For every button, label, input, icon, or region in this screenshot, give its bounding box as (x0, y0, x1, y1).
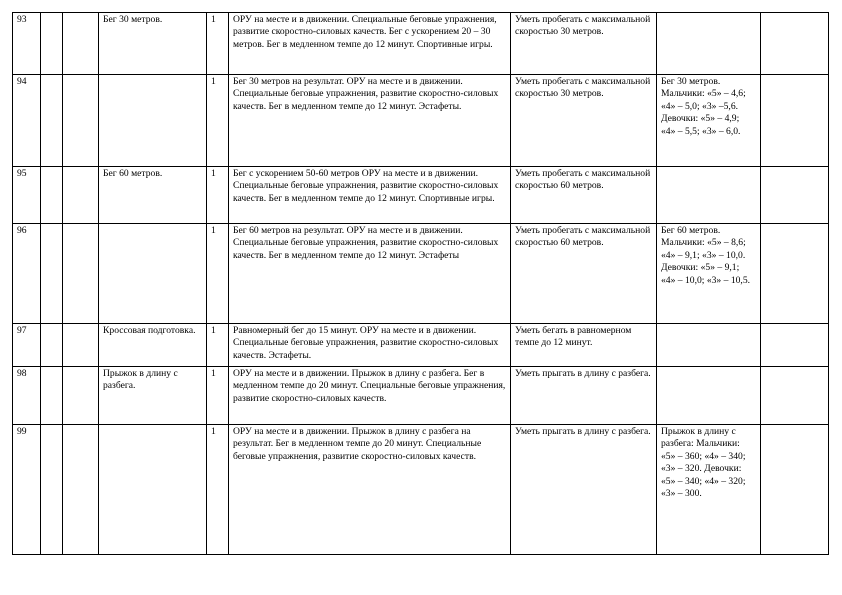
empty-cell (41, 75, 63, 167)
lesson-norms (657, 324, 761, 367)
lesson-hours: 1 (207, 324, 229, 367)
lesson-number: 98 (13, 367, 41, 425)
lesson-hours: 1 (207, 13, 229, 75)
lesson-hours: 1 (207, 167, 229, 224)
lesson-number: 99 (13, 425, 41, 555)
lesson-content: Бег 60 метров на результат. ОРУ на месте и в движении. Специальные беговые упражнения, развитие скоростно-силовых качеств. Бег в медленном темпе до 12 минут. Эстафеты (229, 224, 511, 324)
empty-cell (41, 367, 63, 425)
lesson-requirement: Уметь пробегать с максимальной скоростью 30 метров. (511, 75, 657, 167)
lesson-topic: Бег 30 метров. (99, 13, 207, 75)
empty-cell (63, 75, 99, 167)
lesson-content: ОРУ на месте и в движении. Прыжок в длину с разбега. Бег в медленном темпе до 20 минут. Специальные беговые упражнения, развитие скоростно-силовых качеств. (229, 367, 511, 425)
lesson-content: ОРУ на месте и в движении. Прыжок в длину с разбега на результат. Бег в медленном темпе до 20 минут. Специальные беговые упражнения, развитие скоростно-силовых качеств. (229, 425, 511, 555)
empty-cell (761, 224, 829, 324)
lesson-content: Бег 30 метров на результат. ОРУ на месте и в движении. Специальные беговые упражнения, развитие скоростно-силовых качеств. Бег в медленном темпе до 12 минут. Эстафеты. (229, 75, 511, 167)
empty-cell (63, 167, 99, 224)
lesson-plan-table (12, 12, 829, 555)
lesson-requirement: Уметь пробегать с максимальной скоростью 30 метров. (511, 13, 657, 75)
lesson-norms: Бег 60 метров. Мальчики: «5» – 8,6; «4» – 9,1; «3» – 10,0. Девочки: «5» – 9,1; «4» – 10,0; «3» – 10,5. (657, 224, 761, 324)
empty-cell (41, 425, 63, 555)
lesson-hours: 1 (207, 75, 229, 167)
table-row (13, 167, 829, 224)
lesson-topic: Бег 60 метров. (99, 167, 207, 224)
lesson-topic (99, 425, 207, 555)
lesson-content: Бег с ускорением 50-60 метров ОРУ на месте и в движении. Специальные беговые упражнения, развитие скоростно-силовых качеств. Бег в медленном темпе до 12 минут. Спортивные игры. (229, 167, 511, 224)
lesson-requirement: Уметь бегать в равномерном темпе до 12 минут. (511, 324, 657, 367)
lesson-norms (657, 13, 761, 75)
lesson-topic (99, 224, 207, 324)
lesson-number: 93 (13, 13, 41, 75)
table-row (13, 75, 829, 167)
empty-cell (41, 324, 63, 367)
empty-cell (761, 167, 829, 224)
lesson-number: 96 (13, 224, 41, 324)
empty-cell (761, 13, 829, 75)
table-row (13, 324, 829, 367)
empty-cell (63, 367, 99, 425)
empty-cell (761, 367, 829, 425)
lesson-norms: Бег 30 метров. Мальчики: «5» – 4,6; «4» – 5,0; «3» –5,6. Девочки: «5» – 4,9; «4» – 5,5; «3» – 6,0. (657, 75, 761, 167)
table-row (13, 224, 829, 324)
lesson-number: 95 (13, 167, 41, 224)
empty-cell (41, 224, 63, 324)
lesson-hours: 1 (207, 367, 229, 425)
lesson-topic: Прыжок в длину с разбега. (99, 367, 207, 425)
lesson-requirement: Уметь пробегать с максимальной скоростью 60 метров. (511, 224, 657, 324)
empty-cell (41, 167, 63, 224)
lesson-requirement: Уметь прыгать в длину с разбега. (511, 367, 657, 425)
empty-cell (41, 13, 63, 75)
empty-cell (761, 75, 829, 167)
lesson-content: Равномерный бег до 15 минут. ОРУ на месте и в движении. Специальные беговые упражнения, развитие скоростно-силовых качеств. Эстафеты. (229, 324, 511, 367)
empty-cell (63, 324, 99, 367)
lesson-topic: Кроссовая подготовка. (99, 324, 207, 367)
lesson-norms (657, 367, 761, 425)
table-row (13, 425, 829, 555)
lesson-content: ОРУ на месте и в движении. Специальные беговые упражнения, развитие скоростно-силовых качеств. Бег с ускорением 20 – 30 метров. Бег в медленном темпе до 12 минут. Спортивные игры. (229, 13, 511, 75)
empty-cell (761, 425, 829, 555)
lesson-requirement: Уметь пробегать с максимальной скоростью 60 метров. (511, 167, 657, 224)
empty-cell (63, 224, 99, 324)
lesson-topic (99, 75, 207, 167)
lesson-hours: 1 (207, 425, 229, 555)
lesson-norms (657, 167, 761, 224)
empty-cell (63, 13, 99, 75)
empty-cell (63, 425, 99, 555)
table-row (13, 367, 829, 425)
lesson-requirement: Уметь прыгать в длину с разбега. (511, 425, 657, 555)
lesson-number: 97 (13, 324, 41, 367)
lesson-hours: 1 (207, 224, 229, 324)
empty-cell (761, 324, 829, 367)
lesson-number: 94 (13, 75, 41, 167)
table-row (13, 13, 829, 75)
lesson-norms: Прыжок в длину с разбега: Мальчики: «5» – 360; «4» – 340; «3» – 320. Девочки: «5» – 340; «4» – 320; «3» – 300. (657, 425, 761, 555)
